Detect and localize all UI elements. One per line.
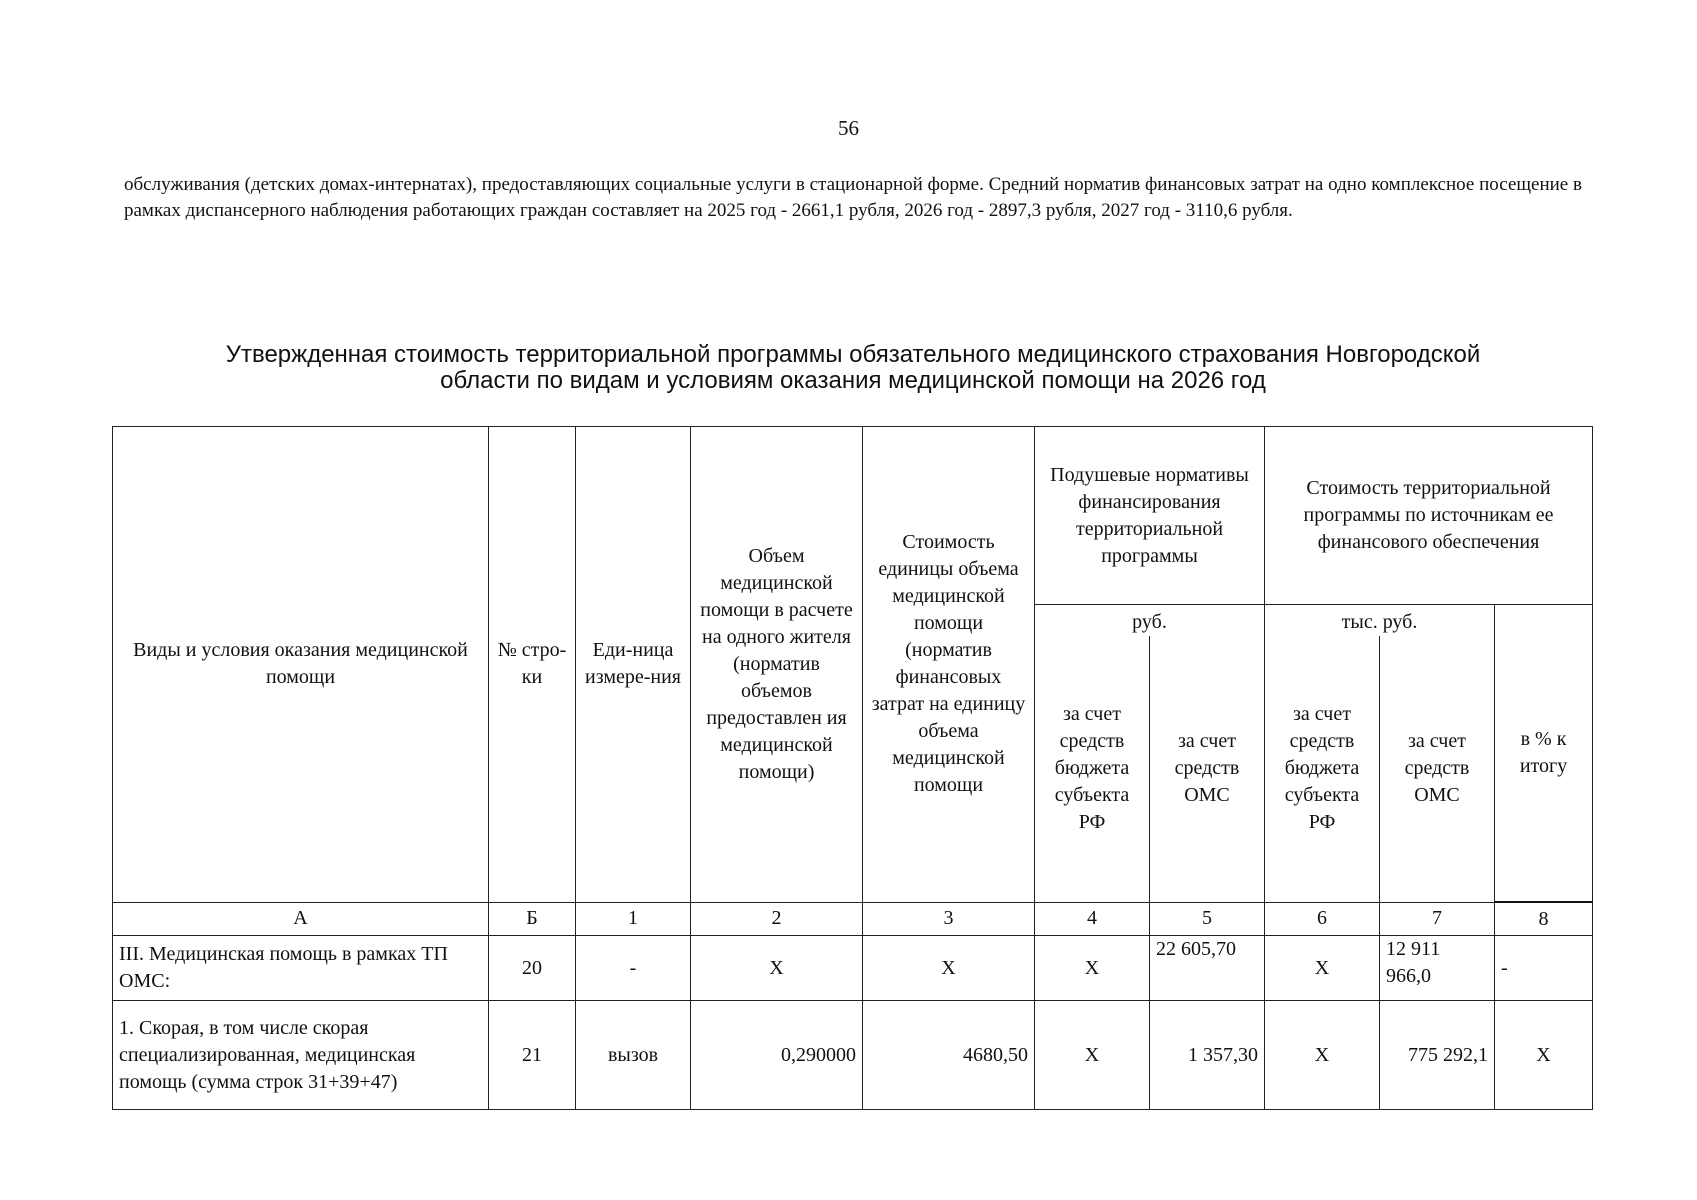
row-unit: вызов — [576, 1001, 691, 1110]
header-rub: руб. — [1035, 605, 1265, 637]
table-title-line-1: Утвержденная стоимость территориальной программы обязательного медицинского страхования Новгородской — [225, 341, 1481, 368]
index-row — [113, 902, 1593, 936]
index-cell: А — [113, 902, 489, 936]
row-pc-oms: 1 357,30 — [1150, 1001, 1265, 1110]
header-budget-rf-2: за счет средств бюджета субъекта РФ — [1265, 636, 1380, 902]
row-pc-oms: 22 605,70 — [1150, 936, 1265, 1001]
header-volume: Объем медицинской помощи в расчете на одного жителя (норматив объемов предоставлен ия медицинской помощи) — [691, 427, 863, 903]
intro-text: обслуживания (детских домах-интернатах), предоставляющих социальные услуги в стационарной форме. Средний норматив финансовых затрат на одно комплексное посещение в рамках диспансерного наблюдения работающих граждан составляет на 2025 год - 2661,1 рубля, 2026 год - 2897,3 рубля, 2027 год - 3110,6 рубля. — [124, 174, 1582, 221]
header-oms: за счет средств ОМС — [1150, 636, 1265, 902]
row-percent: - — [1495, 936, 1593, 1001]
intro-paragraph — [124, 172, 1582, 224]
header-thous-rub: тыс. руб. — [1265, 605, 1495, 637]
index-cell: 8 — [1495, 902, 1593, 936]
index-cell: 6 — [1265, 902, 1380, 936]
row-number: 20 — [489, 936, 576, 1001]
header-per-capita: Подушевые нормативы финансирования территориальной программы — [1035, 427, 1265, 605]
row-cost: 4680,50 — [863, 1001, 1035, 1110]
row-number: 21 — [489, 1001, 576, 1110]
row-pc-budget: Х — [1035, 936, 1150, 1001]
row-volume: 0,290000 — [691, 1001, 863, 1110]
header-unit: Еди-ница измере-ния — [576, 427, 691, 903]
index-cell: 3 — [863, 902, 1035, 936]
header-kinds: Виды и условия оказания медицинской помощи — [113, 427, 489, 903]
header-row-number: № стро-ки — [489, 427, 576, 903]
table-title — [124, 342, 1582, 394]
index-cell: 4 — [1035, 902, 1150, 936]
index-cell: Б — [489, 902, 576, 936]
header-oms-2: за счет средств ОМС — [1380, 636, 1495, 902]
row-percent: Х — [1495, 1001, 1593, 1110]
row-name: III. Медицинская помощь в рамках ТП ОМС: — [113, 936, 489, 1001]
cost-table — [112, 426, 1593, 1110]
row-volume: Х — [691, 936, 863, 1001]
table-row — [113, 936, 1593, 1001]
row-prog-oms: 12 911 966,0 — [1380, 936, 1495, 1001]
table-row — [113, 1001, 1593, 1110]
index-cell: 5 — [1150, 902, 1265, 936]
row-prog-budget: Х — [1265, 936, 1380, 1001]
header-percent-total: в % к итогу — [1495, 605, 1593, 903]
row-cost: Х — [863, 936, 1035, 1001]
header-unit-cost: Стоимость единицы объема медицинской помощи (норматив финансовых затрат на единицу объема медицинской помощи — [863, 427, 1035, 903]
header-budget-rf: за счет средств бюджета субъекта РФ — [1035, 636, 1150, 902]
row-prog-budget: Х — [1265, 1001, 1380, 1110]
page-number: 56 — [838, 116, 859, 140]
index-cell: 2 — [691, 902, 863, 936]
row-prog-oms: 775 292,1 — [1380, 1001, 1495, 1110]
index-cell: 1 — [576, 902, 691, 936]
header-program-cost: Стоимость территориальной программы по источникам ее финансового обеспечения — [1265, 427, 1593, 605]
table-title-line-2: области по видам и условиям оказания медицинской помощи на 2026 год — [440, 367, 1266, 394]
index-cell: 7 — [1380, 902, 1495, 936]
row-name: 1. Скорая, в том числе скорая специализированная, медицинская помощь (сумма строк 31+39+47) — [113, 1001, 489, 1110]
row-unit: - — [576, 936, 691, 1001]
row-pc-budget: Х — [1035, 1001, 1150, 1110]
